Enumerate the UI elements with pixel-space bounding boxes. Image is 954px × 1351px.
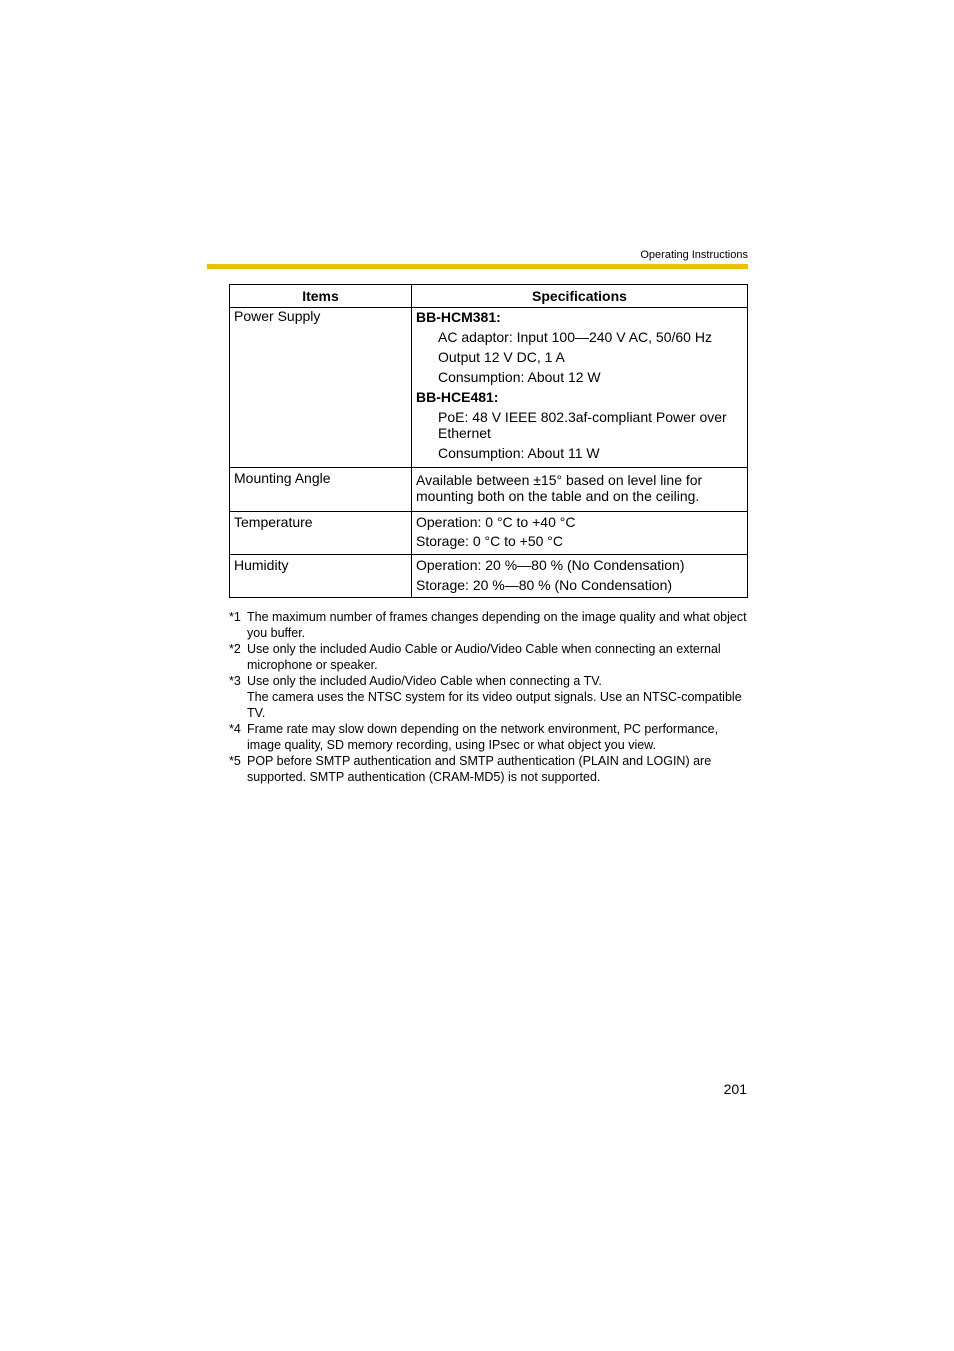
footnote-text: Frame rate may slow down depending on the network environment, PC performance, image quality, SD memory recording, using IPsec or what object you view. xyxy=(247,722,719,752)
footnote-mark: *2 xyxy=(229,642,241,656)
table-row xyxy=(230,308,748,468)
row-label-temperature: Temperature xyxy=(230,512,412,555)
temperature-spec xyxy=(412,512,748,555)
mounting-angle-spec: Available between ±15° based on level line for mounting both on the table and on the ceiling. xyxy=(412,468,748,512)
footnotes xyxy=(229,609,748,785)
footnote xyxy=(229,721,748,753)
humidity-spec xyxy=(412,555,748,598)
spec-line: Consumption: About 11 W xyxy=(438,445,600,461)
spec-line: Output 12 V DC, 1 A xyxy=(438,349,565,365)
footnote xyxy=(229,609,748,641)
spec-line: Consumption: About 12 W xyxy=(438,369,601,385)
spec-line: Operation: 0 °C to +40 °C xyxy=(416,514,576,530)
footnote-text: POP before SMTP authentication and SMTP authentication (PLAIN and LOGIN) are supported. SMTP authentication (CRAM-MD5) is not supported. xyxy=(247,754,712,784)
footnote-mark: *5 xyxy=(229,754,241,768)
column-header-items: Items xyxy=(230,285,412,308)
spec-line: Storage: 20 %—80 % (No Condensation) xyxy=(416,577,673,593)
footnote xyxy=(229,673,748,721)
footnote-mark: *3 xyxy=(229,674,241,688)
column-header-specifications: Specifications xyxy=(412,285,748,308)
spec-line: AC adaptor: Input 100—240 V AC, 50/60 Hz xyxy=(438,329,712,345)
model-label-hcm381: BB-HCM381: xyxy=(416,309,501,325)
header-divider-bar xyxy=(207,264,748,269)
table-row xyxy=(230,512,748,555)
spec-line: Storage: 0 °C to +50 °C xyxy=(416,533,563,549)
spec-line: Operation: 20 %—80 % (No Condensation) xyxy=(416,557,685,573)
running-header: Operating Instructions xyxy=(640,249,748,261)
row-label-mounting-angle: Mounting Angle xyxy=(230,468,412,512)
footnote xyxy=(229,641,748,673)
table-row xyxy=(230,555,748,598)
page-number: 201 xyxy=(723,1081,747,1097)
row-label-humidity: Humidity xyxy=(230,555,412,598)
footnote-mark: *1 xyxy=(229,610,241,624)
footnote-extra-text: The camera uses the NTSC system for its video output signals. Use an NTSC-compatible TV. xyxy=(247,690,742,720)
footnote-text: Use only the included Audio/Video Cable when connecting a TV. xyxy=(247,674,602,688)
footnote xyxy=(229,753,748,785)
footnote-text: Use only the included Audio Cable or Audio/Video Cable when connecting an external microphone or speaker. xyxy=(247,642,721,672)
footnote-mark: *4 xyxy=(229,722,241,736)
specifications-table xyxy=(229,284,748,598)
row-label-power-supply: Power Supply xyxy=(230,308,412,468)
power-supply-spec xyxy=(412,308,748,468)
table-row xyxy=(230,468,748,512)
model-label-hce481: BB-HCE481: xyxy=(416,389,499,405)
table-header-row xyxy=(230,285,748,308)
footnote-text: The maximum number of frames changes depending on the image quality and what object you buffer. xyxy=(247,610,747,640)
spec-line: PoE: 48 V IEEE 802.3af-compliant Power over Ethernet xyxy=(438,409,727,441)
